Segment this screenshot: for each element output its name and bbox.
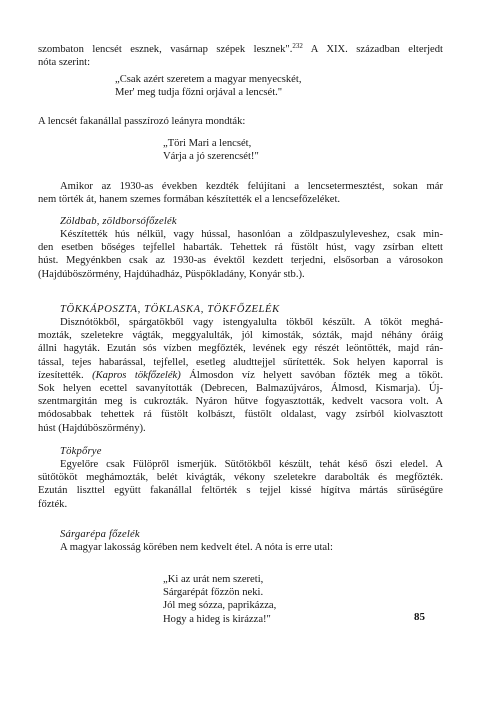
text-line: húst. Megyénkben csak az 1930-as évektől kezdett terjedni, elsősorban a városokon bbox=[38, 255, 443, 267]
text-line: Amikor az 1930-as években kezdték felújítani a lencsetermesztést, sokan már bbox=[60, 181, 443, 192]
verse-line: Hogy a hideg is kirázza!" bbox=[163, 613, 271, 625]
section-heading-tokkaposzta: TÖKKÁPOSZTA, TÖKLASKA, TÖKFŐZELÉK bbox=[60, 304, 280, 315]
text-line: nóta szerint: bbox=[38, 57, 91, 69]
verse-line: „Ki az urát nem szereti, bbox=[163, 574, 264, 585]
section-heading-sargarepa: Sárgarépa főzelék bbox=[60, 529, 140, 540]
text-line: Készítették hús nélkül, vagy hússal, hasonlóan a zöldpaszulyleveshez, csak min- bbox=[60, 229, 443, 240]
verse-line: Jól meg sózza, paprikázza, bbox=[163, 600, 277, 612]
paragraph-lencsetermesztes bbox=[38, 180, 443, 206]
verse-tori-mari bbox=[163, 137, 259, 163]
verse-line: Várja a jó szerencsét!" bbox=[163, 151, 259, 163]
paragraph-lencse-passzirozas bbox=[38, 115, 443, 128]
section-heading-tokporye: Tökpőrye bbox=[60, 446, 102, 457]
verse-sargarepa bbox=[163, 573, 276, 626]
text-line: den esetben bőséges tejfellel habarták. Tehettek rá füstölt húst, vagy zsírban eltett bbox=[38, 242, 443, 254]
paragraph-sargarepa bbox=[38, 541, 443, 554]
text-line: húst (Hajdúböszörmény). bbox=[38, 422, 146, 434]
paragraph-intro bbox=[38, 43, 443, 69]
dish-name-kapros-tokfozelek: (Kapros tökfőzelék) bbox=[92, 369, 181, 381]
text-line: A magyar lakosság körében nem kedvelt étel. A nóta is erre utal: bbox=[60, 542, 334, 553]
text-line: Sok helyen ecettel savanyították (Debrecen, Balmazújváros, Álmosd, Kismarja). Új- bbox=[38, 383, 443, 395]
text-line: Ezután liszttel együtt fakanállal feltörték s tejjel kissé hígítva mártás sűrűségűre bbox=[38, 485, 443, 497]
text-line: mozták, szeletekre vágták, meggyalulták, jól kimosták, sózták, majd néhány óráig bbox=[38, 330, 443, 342]
section-heading-zoldbab: Zöldbab, zöldborsófőzelék bbox=[60, 216, 177, 227]
text-line: szentmargitán meg is cukrozták. Nyáron hűtve fogyasztották, kedvelt vacsora volt. A bbox=[38, 396, 443, 408]
verse-line: Sárgarépát főzzön neki. bbox=[163, 587, 264, 599]
text-line: főzték. bbox=[38, 498, 68, 510]
page-number: 85 bbox=[414, 611, 425, 623]
text-line: Disznótökből, spárgatökből vagy istengyalulta tökből készült. A tököt meghá- bbox=[60, 317, 443, 328]
paragraph-tokporye bbox=[38, 458, 443, 511]
verse-line: Mer' meg tudja főzni orjával a lencsét." bbox=[115, 87, 283, 99]
text-line: (Hajdúböszörmény, Hajdúhadház, Püspökladány, Konyár stb.). bbox=[38, 268, 305, 280]
text-line: állni hagyták. Ezután sós vízben megfőzték, levének egy részét leöntötték, majd rán- bbox=[38, 343, 443, 355]
text-line: módosabbak tehettek rá füstölt kolbászt, füstölt oldalast, vagy zsírból kiolvasztott bbox=[38, 409, 443, 421]
text-line: nem törték át, hanem szemes formában készítették el a lencsefőzeléket. bbox=[38, 194, 341, 206]
text-line: sütőtököt meghámozták, belét kivágták, vékony szeletekre darabolták és megfőzték. bbox=[38, 472, 443, 484]
paragraph-tokkaposzta bbox=[38, 316, 443, 435]
text-line: A lencsét fakanállal passzírozó leányra mondták: bbox=[38, 116, 246, 127]
verse-line: „Csak azért szeretem a magyar menyecskét, bbox=[115, 74, 302, 85]
text-line: Egyelőre csak Fülöpről ismerjük. Sütőtökből készült, tehát késő őszi eledel. A bbox=[60, 459, 443, 470]
text-line: szombaton lencsét esznek, vasárnap szépek lesznek".$^{232}$ A XIX. században elterjedt bbox=[38, 42, 443, 55]
verse-menyecske bbox=[115, 73, 301, 99]
text-line: tással, tejes habarással, tejfellel, esetleg aludttejjel sűrítették. Sok helyen kaporral is bbox=[38, 356, 443, 368]
text-line: ízesítették. (Kapros tökfőzelék) Álmosdon víz helyett savóban főzték meg a tököt. bbox=[38, 369, 444, 381]
paragraph-zoldbab bbox=[38, 228, 443, 281]
footnote-ref: 232 bbox=[292, 42, 303, 50]
verse-line: „Töri Mari a lencsét, bbox=[163, 138, 252, 149]
